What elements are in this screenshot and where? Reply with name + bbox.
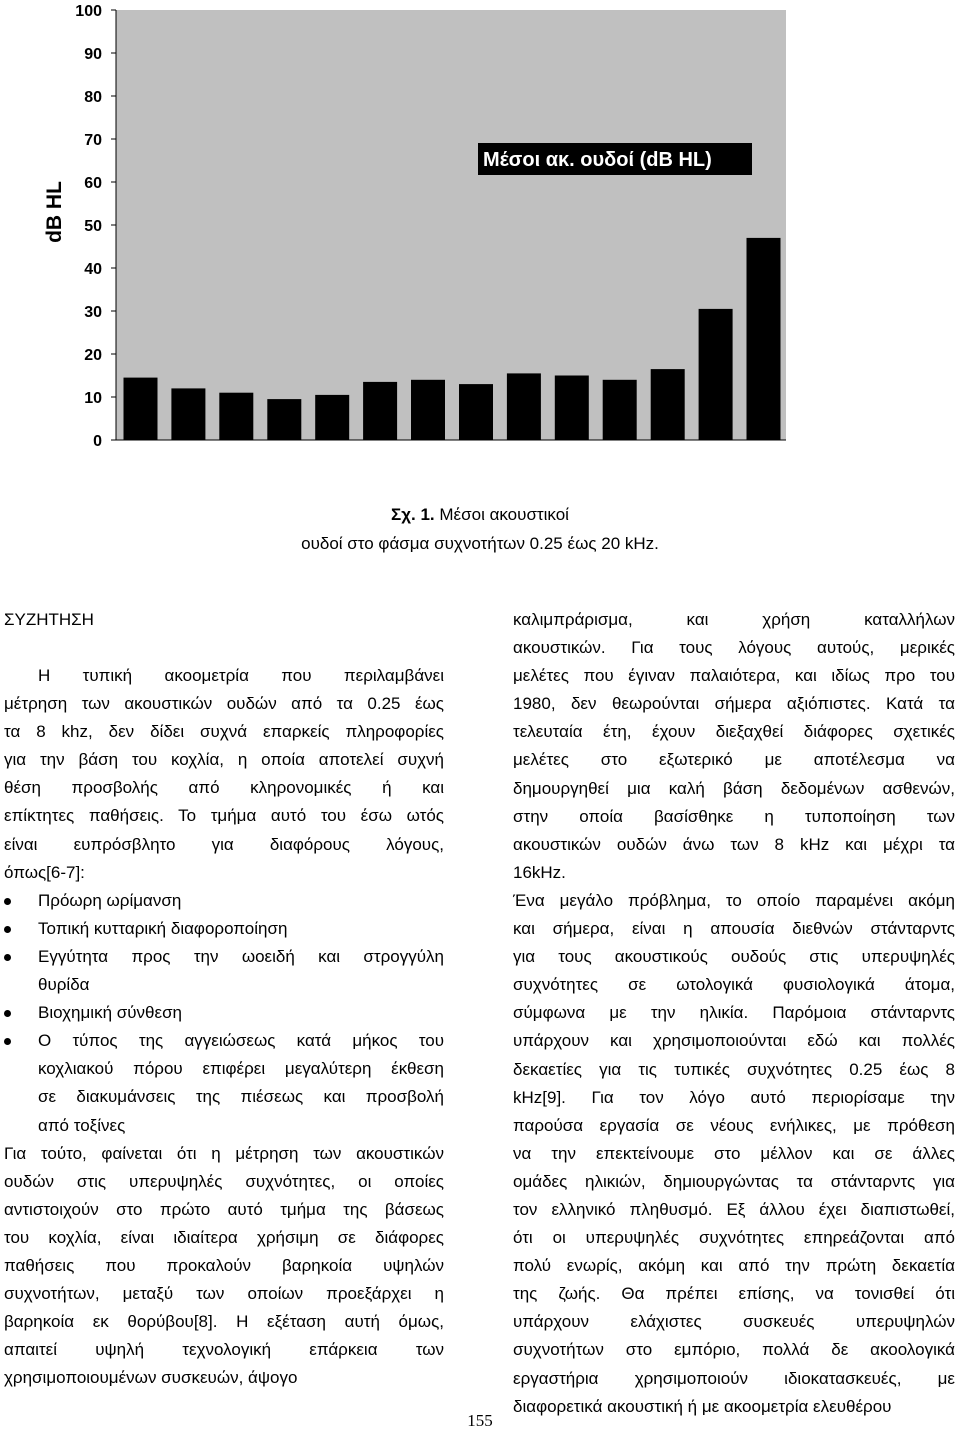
text-line: πολύ ενωρίς, ακόμη και από την πρώτη δεκαετία xyxy=(513,1256,955,1276)
list-item-line: θυρίδα xyxy=(38,975,90,995)
text-line: αντιστοιχούν στο πρώτο αυτό τμήμα της βάσεως xyxy=(4,1199,444,1219)
text-line: συχνοτήτων, μεταξύ των οποίων προεξάρχει η xyxy=(4,1284,444,1304)
text-line: ότι οι υπερυψηλές συχνότητες επηρεάζονται από xyxy=(513,1228,955,1248)
y-tick-label: 90 xyxy=(84,46,102,63)
text-line: για την βάση του κοχλία, η οποία αποτελεί συχνή xyxy=(4,750,444,770)
text-line: μέτρηση των ακουστικών ουδών από τα 0.25 έως xyxy=(4,694,444,714)
list-item-line: κοχλιακού πόρου επιφέρει μεγαλύτερη έκθεση xyxy=(38,1059,444,1079)
text-line: kHz[9]. Για τον λόγο αυτό περιορίσαμε την xyxy=(513,1087,955,1107)
chart-bar xyxy=(555,376,589,441)
text-line: μελέτες στο εξωτερικό με αποτέλεσμα να xyxy=(513,750,955,770)
caption-line2: ουδοί στο φάσμα συχνοτήτων 0.25 έως 20 kHz. xyxy=(301,534,659,553)
text-line: 1980, δεν θεωρούνται σήμερα αξιόπιστες. Κατά τα xyxy=(513,694,955,714)
chart-bar xyxy=(124,378,158,440)
text-line: και σήμερα, είναι η απουσία διεθνών στάνταρντς xyxy=(513,919,955,939)
text-line: τον ελληνικό πληθυσμό. Εξ άλλου έχει διαπιστωθεί, xyxy=(513,1199,955,1219)
list-item xyxy=(4,1027,444,1139)
left-paragraph-2 xyxy=(4,1140,444,1393)
chart-bar xyxy=(411,380,445,440)
bullet-icon xyxy=(4,954,11,961)
list-item xyxy=(4,887,444,915)
text-line: επίκτητες παθήσεις. Το τμήμα αυτό του έσω ωτός xyxy=(4,806,444,826)
chart-bar xyxy=(171,388,205,440)
text-line: βαρηκοία εκ θορύβου[8]. Η εξέταση αυτή όμως, xyxy=(4,1312,444,1332)
right-column xyxy=(513,606,955,1421)
text-line: για τους ακουστικούς ουδούς στις υπερυψηλές xyxy=(513,947,955,967)
text-line: διαφορετικά ακουστική ή με ακοομετρία ελευθέρου xyxy=(513,1396,892,1416)
text-line: τελευταία έτη, έχουν διεξαχθεί διάφορες σχετικές xyxy=(513,722,955,742)
text-line: Η τυπική ακοομετρία που περιλαμβάνει xyxy=(38,666,444,685)
y-axis-label: dB HL xyxy=(43,181,66,243)
text-line: υπάρχουν ελάχιστες συσκευές υπερυψηλών xyxy=(513,1312,955,1332)
y-tick-label: 100 xyxy=(75,3,102,20)
chart-bar xyxy=(363,382,397,440)
text-line: συχνότητες σε ωτολογικά φυσιολογικά άτομα, xyxy=(513,975,955,995)
right-paragraph-1 xyxy=(513,606,955,887)
bullet-icon xyxy=(4,1010,11,1017)
list-item-line: Βιοχημική σύνθεση xyxy=(38,1003,183,1023)
list-item xyxy=(4,915,444,943)
text-line: 16kHz. xyxy=(513,862,566,882)
list-item-line: σε διακυμάνσεις της πιέσεως και προσβολή xyxy=(38,1087,444,1107)
chart-bar xyxy=(603,380,637,440)
text-line: καλιμπράρισμα, και χρήση καταλλήλων xyxy=(513,610,955,629)
section-heading: ΣΥΖΗΤΗΣΗ xyxy=(4,610,94,629)
y-tick-label: 0 xyxy=(93,433,102,450)
bullet-icon xyxy=(4,1038,11,1045)
y-tick-label: 40 xyxy=(84,261,102,278)
y-tick-label: 60 xyxy=(84,175,102,192)
y-tick-label: 80 xyxy=(84,89,102,106)
y-tick-label: 30 xyxy=(84,304,102,321)
y-tick-label: 50 xyxy=(84,218,102,235)
text-line: όπως[6-7]: xyxy=(4,862,85,882)
text-line: υπάρχουν και χρησιμοποιούνται εδώ και πολλές xyxy=(513,1031,955,1051)
text-line: δεκαετίες για τις τυπικές συχνότητες 0.25 έως 8 xyxy=(513,1059,955,1079)
text-line: τα 8 khz, δεν δίδει συχνά επαρκείς πληροφορίες xyxy=(4,722,444,742)
text-line: Ένα μεγάλο πρόβλημα, το οποίο παραμένει ακόμη xyxy=(513,890,955,910)
legend-label: Μέσοι ακ. ουδοί (dB HL) xyxy=(483,149,712,171)
text-line: ομάδες ηλικιών, δημιουργώντας τα στάνταρντς για xyxy=(513,1171,955,1191)
bullet-icon xyxy=(4,926,11,933)
text-line: δημουργηθεί μια καλή βάση δεδομένων ασθενών, xyxy=(513,778,955,798)
text-line: εργαστήρια χρησιμοποιούν ιδιοκατασκευές, με xyxy=(513,1368,955,1388)
chart-bar xyxy=(219,393,253,440)
text-line: ακουστικών. Για τους λόγους αυτούς, μερικές xyxy=(513,638,955,658)
text-line: απαιτεί υψηλή τεχνολογική επάρκεια των xyxy=(4,1340,444,1360)
list-item-line: Τοπική κυτταρική διαφοροποίηση xyxy=(38,918,288,938)
chart-bar xyxy=(459,384,493,440)
chart-bar xyxy=(267,399,301,440)
list-item xyxy=(4,999,444,1027)
chart-bar xyxy=(507,373,541,440)
caption-label: Σχ. 1. xyxy=(391,505,435,524)
left-column xyxy=(4,606,444,1392)
text-line: σύμφωνα με την ηλικία. Παρόμοια στάνταρντς xyxy=(513,1003,955,1023)
text-line: μελέτες που έγιναν παλαιότερα, και ιδίως προ του xyxy=(513,666,955,686)
list-item-line: Ο τύπος της αγγειώσεως κατά μήκος του xyxy=(38,1031,444,1051)
chart-bar xyxy=(699,309,733,440)
list-item-line: Πρόωρη ωρίμανση xyxy=(38,890,182,910)
risk-factor-list xyxy=(4,887,444,1140)
threshold-bar-chart xyxy=(0,0,960,470)
chart-bar xyxy=(315,395,349,440)
text-line: συχνοτήτων στο εμπόριο, πολλά δε ακοολογικά xyxy=(513,1340,955,1360)
y-tick-label: 10 xyxy=(84,390,102,407)
text-line: ακουστικών ουδών άνω των 8 kHz και μέχρι τα xyxy=(513,834,955,854)
text-line: να την επεκτείνουμε στο μέλλον και σε άλλες xyxy=(513,1143,955,1163)
text-line: παρούσα εργασία σε νέους ενήλικες, με πρόθεση xyxy=(513,1115,955,1135)
chart-bar xyxy=(747,238,781,440)
caption-line1: Μέσοι ακουστικοί xyxy=(434,505,569,524)
text-line: θέση προσβολής από κληρονομικές ή και xyxy=(4,778,444,798)
figure-caption xyxy=(0,500,960,558)
chart-plot-area xyxy=(116,10,786,440)
left-paragraph-1 xyxy=(4,662,444,887)
right-paragraph-2 xyxy=(513,887,955,1421)
text-line: της ζωής. Θα πρέπει επίσης, να τονισθεί ότι xyxy=(513,1284,955,1304)
text-line: στην οποία βασίσθηκε η τυποποίηση των xyxy=(513,806,955,826)
text-line: παθήσεις που προκαλούν βαρηκοία υψηλών xyxy=(4,1255,444,1275)
text-line: του κοχλία, είναι ιδιαίτερα χρήσιμη σε διάφορες xyxy=(4,1227,444,1247)
list-item xyxy=(4,943,444,999)
text-line: χρησιμοποιουμένων συσκευών, άψογο xyxy=(4,1368,298,1388)
page-number: 155 xyxy=(467,1411,493,1430)
list-item-line: Εγγύτητα προς την ωοειδή και στρογγύλη xyxy=(38,946,444,966)
text-line: ουδών στις υπερυψηλές συχνότητες, οι οποίες xyxy=(4,1171,444,1191)
text-line: είναι ευπρόσβλητο για διαφόρους λόγους, xyxy=(4,834,444,854)
list-item-line: από τοξίνες xyxy=(38,1115,126,1135)
text-line: Για τούτο, φαίνεται ότι η μέτρηση των ακουστικών xyxy=(4,1143,444,1163)
chart-legend xyxy=(478,143,752,175)
y-tick-label: 70 xyxy=(84,132,102,149)
y-tick-label: 20 xyxy=(84,347,102,364)
chart-bar xyxy=(651,369,685,440)
bullet-icon xyxy=(4,898,11,905)
